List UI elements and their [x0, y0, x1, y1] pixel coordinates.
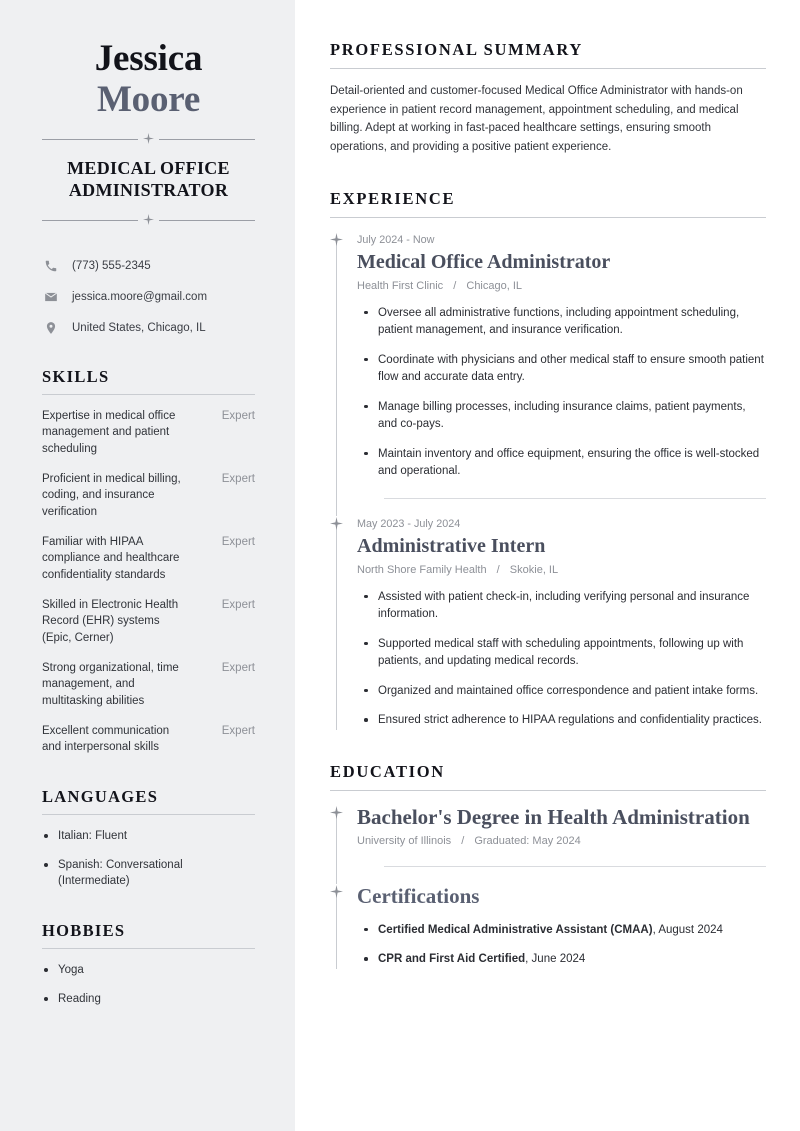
- map-pin-icon: [42, 321, 59, 335]
- timeline-line: [336, 815, 337, 885]
- experience-entry: [330, 516, 766, 730]
- skill-name: Proficient in medical billing, coding, and insurance verification: [42, 472, 181, 518]
- summary-text: Detail-oriented and customer-focused Medical Office Administrator with hands-on experience in patient record management, appointment scheduling, and medical billing. Adept at working in fast-paced healthcare settings, ensuring smooth operations, and providing a positive patient experience.: [330, 85, 743, 153]
- entry-gap: [357, 499, 766, 516]
- first-name: Jessica: [94, 38, 203, 79]
- ornament-divider-bottom: [42, 212, 255, 230]
- list-item: Organized and maintained office correspondence and patient intake forms.: [357, 683, 766, 700]
- four-point-star-icon: [143, 212, 154, 230]
- languages-heading: LANGUAGES: [42, 787, 159, 807]
- experience-company: North Shore Family Health: [357, 563, 487, 576]
- skills-section: [42, 367, 255, 756]
- experience-heading: EXPERIENCE: [330, 188, 456, 208]
- education-degree: Bachelor's Degree in Health Administration: [357, 804, 750, 829]
- certifications-title: Certifications: [357, 884, 480, 909]
- four-point-star-icon: [330, 233, 343, 251]
- skill-level: Expert: [221, 661, 255, 674]
- separator: /: [453, 279, 457, 292]
- skill-name: Strong organizational, time management, and multitasking abilities: [42, 661, 179, 707]
- skill-item: [42, 597, 255, 647]
- contact-item-location[interactable]: [42, 321, 255, 336]
- timeline-line: [336, 526, 337, 730]
- education-graduated: Graduated: May 2024: [474, 835, 581, 848]
- divider-rule-left: [42, 139, 138, 140]
- four-point-star-icon: [143, 131, 154, 149]
- list-item: Yoga: [42, 962, 255, 979]
- languages-rule: [42, 814, 255, 815]
- sidebar: [0, 0, 295, 1131]
- list-item: Supported medical staff with scheduling appointments, following up with patients, and updating medical records.: [357, 636, 766, 671]
- name-block: [42, 38, 255, 121]
- education-rule: [330, 790, 766, 791]
- ornament-divider-top: [42, 131, 255, 149]
- main-column: [295, 0, 800, 1131]
- education-timeline: [330, 805, 766, 969]
- list-item: Spanish: Conversational (Intermediate): [42, 857, 255, 890]
- certifications-entry: [330, 884, 766, 969]
- timeline-line: [336, 242, 337, 516]
- certifications-list: [357, 922, 766, 969]
- four-point-star-icon: [330, 806, 343, 824]
- certification-name: CPR and First Aid Certified: [378, 953, 526, 966]
- languages-section: [42, 787, 255, 890]
- skill-name: Skilled in Electronic Health Record (EHR) systems (Epic, Cerner): [42, 598, 179, 644]
- list-item: Manage billing processes, including insurance claims, patient payments, and co-pays.: [357, 399, 766, 434]
- experience-company-location: [357, 563, 766, 578]
- summary-rule: [330, 68, 766, 69]
- header-job-title: MEDICAL OFFICE ADMINISTRATOR: [67, 157, 230, 200]
- four-point-star-icon: [330, 885, 343, 903]
- skill-level: Expert: [221, 598, 255, 611]
- experience-bullets: [357, 305, 766, 481]
- list-item: Ensured strict adherence to HIPAA regulations and confidentiality practices.: [357, 712, 766, 729]
- experience-title: Medical Office Administrator: [357, 250, 611, 273]
- certification-name: Certified Medical Administrative Assistant (CMAA): [378, 923, 653, 936]
- contact-item-email[interactable]: [42, 290, 255, 305]
- education-school-grad: [357, 834, 766, 849]
- experience-company: Health First Clinic: [357, 279, 444, 292]
- skill-item: [42, 534, 255, 584]
- experience-company-location: [357, 279, 766, 294]
- skill-item: [42, 660, 255, 710]
- list-item: Maintain inventory and office equipment, ensuring the office is well-stocked and operational.: [357, 446, 766, 481]
- education-heading: EDUCATION: [330, 761, 445, 781]
- skill-item: [42, 723, 255, 756]
- contact-phone-value: (773) 555-2345: [72, 259, 151, 272]
- separator: /: [496, 563, 500, 576]
- contact-email-value: jessica.moore@gmail.com: [72, 290, 208, 303]
- list-item: Oversee all administrative functions, including appointment scheduling, patient management, and insurance verification.: [357, 305, 766, 340]
- summary-heading: PROFESSIONAL SUMMARY: [330, 40, 583, 59]
- list-item: Reading: [42, 991, 255, 1008]
- phone-icon: [42, 259, 59, 273]
- experience-location: Chicago, IL: [466, 279, 523, 292]
- education-school: University of Illinois: [357, 835, 452, 848]
- list-item: Assisted with patient check-in, including verifying personal and insurance information.: [357, 589, 766, 624]
- divider-rule-right: [159, 220, 255, 221]
- skill-item: [42, 471, 255, 521]
- experience-date: May 2023 - July 2024: [357, 517, 461, 530]
- skills-heading: SKILLS: [42, 366, 110, 386]
- skill-name: Excellent communication and interpersonal skills: [42, 724, 170, 754]
- separator: /: [461, 835, 465, 848]
- summary-section: [330, 40, 766, 157]
- certification-date: , August 2024: [652, 923, 723, 936]
- skills-rule: [42, 394, 255, 395]
- experience-date: July 2024 - Now: [357, 233, 435, 246]
- last-name: Moore: [96, 79, 201, 121]
- hobbies-rule: [42, 948, 255, 949]
- list-item: [357, 922, 766, 939]
- skill-item: [42, 408, 255, 458]
- skill-level: Expert: [221, 472, 255, 485]
- experience-title: Administrative Intern: [357, 534, 546, 557]
- divider-rule-right: [159, 139, 255, 140]
- skill-level: Expert: [221, 724, 255, 737]
- hobbies-section: [42, 921, 255, 1007]
- timeline-line: [336, 894, 337, 969]
- contact-item-phone[interactable]: [42, 259, 255, 274]
- experience-bullets: [357, 589, 766, 730]
- experience-location: Skokie, IL: [509, 563, 559, 576]
- experience-rule: [330, 217, 766, 218]
- education-entry: [330, 805, 766, 885]
- list-item: Coordinate with physicians and other medical staff to ensure smooth patient flow and accurate data entry.: [357, 352, 766, 387]
- envelope-icon: [42, 290, 59, 304]
- list-item: [357, 951, 766, 968]
- experience-timeline: [330, 232, 766, 730]
- certification-date: , June 2024: [525, 953, 586, 966]
- experience-section: [330, 189, 766, 730]
- languages-list: [42, 828, 255, 890]
- entry-gap: [357, 867, 766, 884]
- contact-location-value: United States, Chicago, IL: [72, 321, 206, 334]
- four-point-star-icon: [330, 517, 343, 535]
- skill-name: Expertise in medical office management and patient scheduling: [42, 409, 176, 455]
- hobbies-list: [42, 962, 255, 1007]
- skill-name: Familiar with HIPAA compliance and healthcare confidentiality standards: [42, 535, 180, 581]
- skill-level: Expert: [221, 409, 255, 422]
- skill-level: Expert: [221, 535, 255, 548]
- hobbies-heading: HOBBIES: [42, 921, 126, 941]
- list-item: Italian: Fluent: [42, 828, 255, 845]
- divider-rule-left: [42, 220, 138, 221]
- education-section: [330, 762, 766, 969]
- experience-entry: [330, 232, 766, 516]
- contact-list: [42, 259, 255, 336]
